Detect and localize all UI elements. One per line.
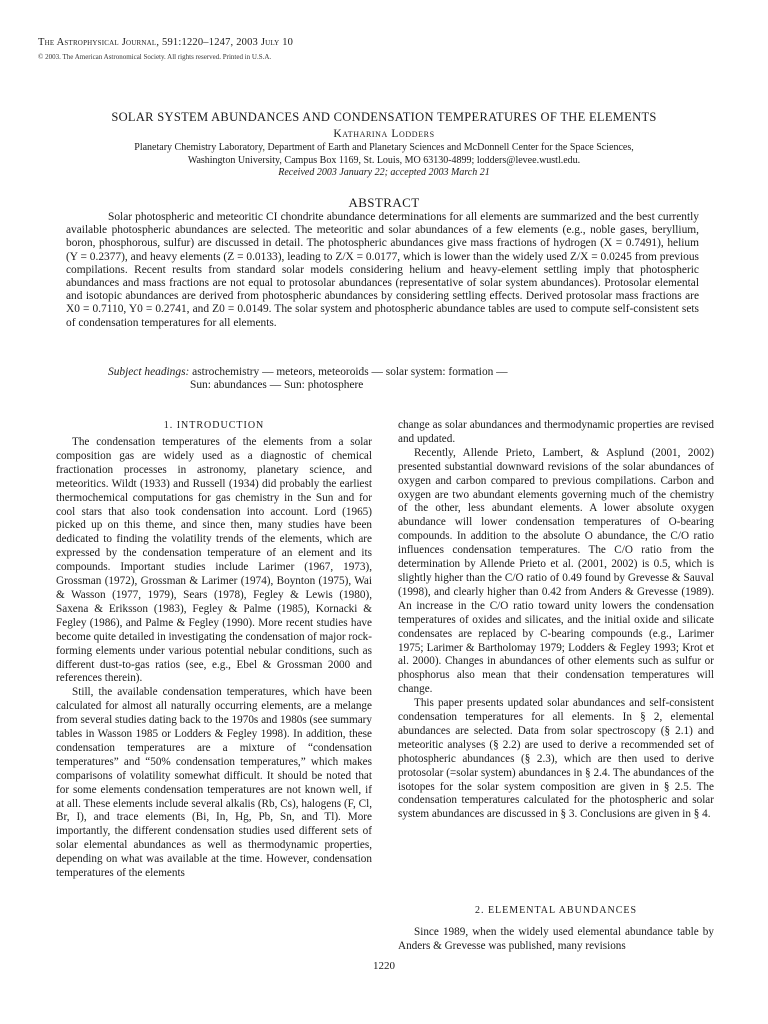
paper-title: SOLAR SYSTEM ABUNDANCES AND CONDENSATION TEMPERATURES OF THE ELEMENTS: [111, 110, 657, 124]
subject-line-1: astrochemistry — meteors, meteoroids — solar system: formation —: [192, 366, 508, 378]
section-2-heading: 2. ELEMENTAL ABUNDANCES: [474, 905, 638, 916]
page-number: 1220: [373, 960, 395, 972]
subject-line-2: Sun: abundances — Sun: photosphere: [190, 379, 364, 392]
abstract-text: Solar photospheric and meteoritic CI chondrite abundance determinations for all elements are summarized and the best currently available photospheric abundances are selected. The meteoritic and solar abundances of a few elements (e.g., noble gases, beryllium, boron, phosphorous, sulfur) are discussed in detail. The photospheric abundances give mass fractions of hydrogen (X = 0.7491), helium (Y = 0.2377), and heavy elements (Z = 0.0133), leading to Z/X = 0.0177, which is lower than the widely used Z/X = 0.0245 from previous compilations. Recent results from standard solar models considering helium and heavy-element settling imply that photospheric abundances and mass fractions are not equal to protosolar abundances (representative of solar system abundances). Protosolar elemental and isotopic abundances are derived from photospheric abundances by considering settling effects. Derived protosolar mass fractions are X0 = 0.7110, Y0 = 0.2741, and Z0 = 0.0149. The solar system and photospheric abundance tables are used to compute self-consistent sets of condensation temperatures for all elements.: [66, 211, 699, 329]
intro-paragraph-3: Recently, Allende Prieto, Lambert, & Asplund (2001, 2002) presented substantial downward revisions of the solar abundances of oxygen and carbon compared to previous compilations. Carbon and oxygen are two abundant elements governing much of the chemistry of the other, less abundant elements. A lower absolute oxygen abundance will lower condensation temperatures of O-bearing compounds. In addition to the absolute O abundance, the C/O ratio influences condensation temperatures. The C/O ratio from the determination by Allende Prieto et al. (2001, 2002) is 0.5, which is slightly higher than the C/O ratio of 0.49 found by Grevesse & Sauval (1998), and clearly higher than 0.42 from Anders & Grevesse (1989). An increase in the C/O ratio toward unity lowers the condensation temperatures of oxides and silicates, and the initial oxide and silicate condensates are replaced by C-bearing compounds (e.g., Larimer 1975; Larimer & Bartholomay 1979; Lodders & Fegley 1993; Krot et al. 2000). Changes in abundances of other elements such as sulfur or phosphorus also mean that their condensation temperatures will change.: [398, 446, 714, 696]
author-name: Katharina Lodders: [333, 128, 435, 140]
journal-citation: The Astrophysical Journal, 591:1220–1247, 2003 July 10: [38, 37, 294, 48]
intro-paragraph-2: Still, the available condensation temperatures, which have been calculated for almost all naturally occurring elements, are a melange from several studies dating back to the 1970s and 1980s (see summary tables in Wasson 1985 or Lodders & Fegley 1998). In addition, these condensation temperatures are a mixture of “condensation temperatures” and “50% condensation temperatures,” which makes comparisons of volatility somewhat difficult. It should be noted that for some elements condensation temperatures are not known well, if at all. These elements include several alkalis (Rb, Cs), halogens (F, Cl, Br, I), and trace elements (Bi, In, Hg, Pb, Sn, and Tl). More importantly, the different condensation studies used different sets of solar elemental abundances as well as thermodynamic properties, depending on what was available at the time. However, condensation temperatures of the elements: [56, 686, 372, 880]
abundances-paragraph-1: Since 1989, when the widely used elemental abundance table by Anders & Grevesse was published, many revisions: [398, 926, 714, 952]
copyright-notice: © 2003. The American Astronomical Society. All rights reserved. Printed in U.S.A.: [38, 53, 272, 61]
intro-paragraph-continued: change as solar abundances and thermodynamic properties are revised and updated.: [398, 419, 714, 445]
author-affiliation: [60, 142, 708, 180]
intro-paragraph-4: This paper presents updated solar abundances and self-consistent condensation temperatures for all elements. In § 2, elemental abundances are selected. Data from solar spectroscopy (§ 2.1) and meteoritic analyses (§ 2.2) are used to derive a recommended set of photospheric abundances (§ 2.3), which are then used to derive protosolar (=solar system) abundances in § 2.4. The abundances of the isotopes for the solar system composition are given in § 2.5. The condensation temperatures calculated for the photospheric and solar system abundances are discussed in § 3. Conclusions are given in § 4.: [398, 697, 714, 821]
received-dates: Received 2003 January 22; accepted 2003 March 21: [278, 167, 490, 178]
column-right: [398, 419, 714, 822]
subject-headings: [108, 366, 668, 392]
abstract-heading: ABSTRACT: [348, 195, 420, 210]
section-1-heading: 1. INTRODUCTION: [163, 420, 265, 431]
affiliation-line-2: Washington University, Campus Box 1169, St. Louis, MO 63130-4899; lodders@levee.wustl.edu.: [187, 154, 581, 166]
subject-label: Subject headings:: [108, 366, 190, 378]
column-right-bottom: [398, 926, 714, 954]
affiliation-line-1: Planetary Chemistry Laboratory, Department of Earth and Planetary Sciences and McDonnell Center for the Space Sciences,: [134, 142, 634, 153]
column-left: [56, 420, 372, 881]
intro-paragraph-1: The condensation temperatures of the elements from a solar composition gas are widely used as a diagnostic of chemical fractionation processes in astronomy, planetary science, and meteoritics. Wildt (1933) and Russell (1934) did probably the earliest thermochemical computations for gas chemistry in the Sun and for cool stars that also took condensation into account. Lord (1965) picked up on this theme, and since then, many studies have been dedicated to finding the volatility trends of the elements, which are expressed by the condensation temperature of an element and its compounds. Important studies include Larimer (1967, 1973), Grossman (1972), Grossman & Larimer (1974), Boynton (1975), Wai & Wasson (1977, 1979), Sears (1978), Fegley & Lewis (1980), Saxena & Eriksson (1983), Fegley & Palme (1985), Kornacki & Fegley (1986), and Palme & Fegley (1990). More recent studies have become quite detailed in investigating the condensation of major rock-forming elements under various potential nebular conditions, such as different dust-to-gas ratios (see, e.g., Ebel & Grossman 2000 and references therein).: [56, 436, 372, 685]
